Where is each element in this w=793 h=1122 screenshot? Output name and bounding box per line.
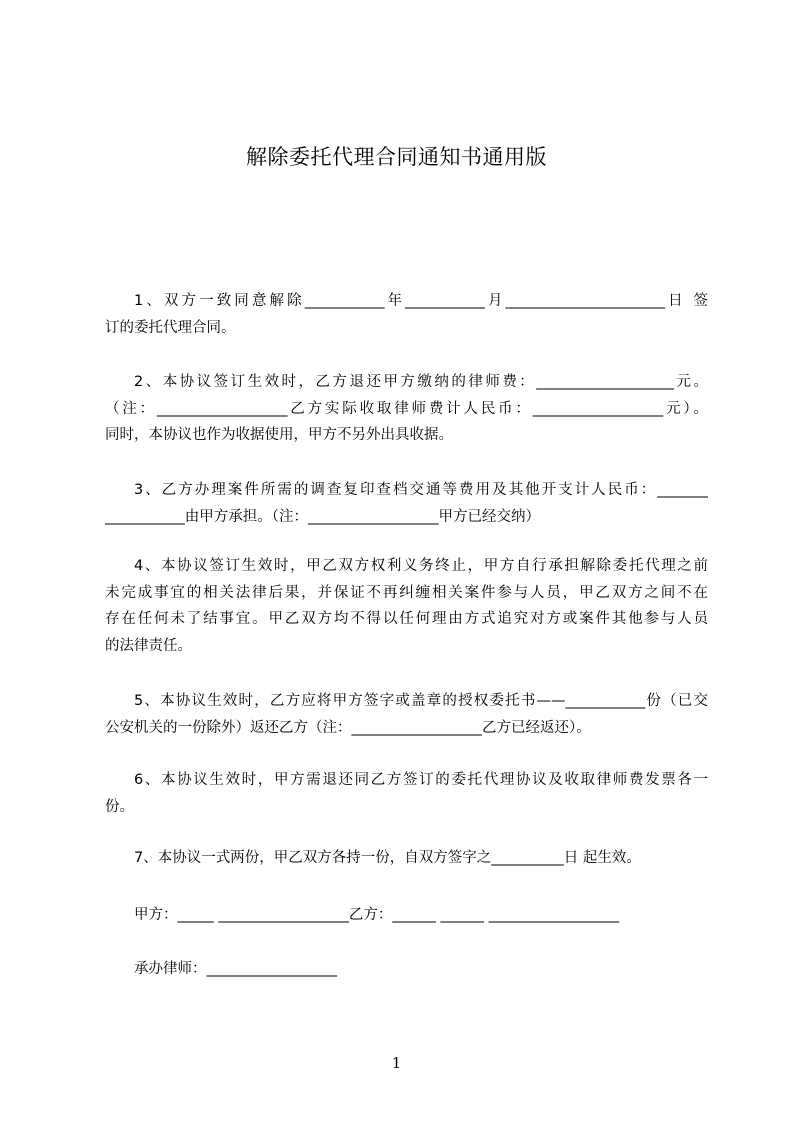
clause-4-line-1: 4、本协议签订生效时，甲乙双方权利义务终止，甲方自行承担解除委托代理之前 <box>134 558 708 574</box>
document-title: 解除委托代理合同通知书通用版 <box>246 145 547 169</box>
clause-4-line-4: 的法律责任。 <box>105 637 192 654</box>
clause-4-line-3: 存在任何未了结事宜。甲乙双方均不得以任何理由方式追究对方或案件其他参与人员 <box>105 611 708 627</box>
clause-2-line-3: 同时，本协议也作为收据使用，甲方不另外出具收据。 <box>105 427 453 443</box>
clause-3 <box>105 477 708 530</box>
clause-6 <box>105 767 708 820</box>
clause-5 <box>105 688 708 741</box>
clause-2-line-1: 2、本协议签订生效时，乙方退还甲方缴纳的律师费：___________________元。 <box>134 374 708 390</box>
clause-6-line-2: 份。 <box>105 798 134 815</box>
clause-4 <box>105 553 708 659</box>
clause-3-line-2: ___________由甲方承担。（注：__________________甲方已经交纳） <box>105 508 540 525</box>
clause-1-line-1: 1、双方一致同意解除___________年___________月______________________日 签 <box>134 293 708 309</box>
clause-7 <box>105 845 708 872</box>
clause-2-line-2: （注：__________________乙方实际收取律师费计人民币：__________________元）。 <box>105 400 708 417</box>
clause-5-line-2: 公安机关的一份除外）返还乙方（注：__________________乙方已经返还）。 <box>105 719 591 736</box>
signature-parties <box>105 902 708 929</box>
lawyer-signature <box>105 956 708 983</box>
clause-1-line-2: 订的委托代理合同。 <box>105 319 236 336</box>
clause-3-line-1: 3、乙方办理案件所需的调查复印查档交通等费用及其他开支计人民币：_______ <box>134 482 708 498</box>
clause-2 <box>105 369 708 449</box>
clause-4-line-2: 未完成事宜的相关法律后果，并保证不再纠缠相关案件参与人员，甲乙双方之间不在 <box>105 584 708 601</box>
clause-5-line-1: 5、本协议生效时，乙方应将甲方签字或盖章的授权委托书——___________份（已交 <box>134 693 708 709</box>
clause-1 <box>105 288 708 341</box>
clause-7-line-1: 7、本协议一式两份，甲乙双方各持一份，自双方签字之__________日 起生效。 <box>134 850 641 866</box>
lawyer-signature-line: 承办律师：__________________ <box>134 961 337 977</box>
signature-parties-line: 甲方：_____ __________________乙方：______ ______ __________________ <box>134 907 620 923</box>
clause-6-line-1: 6、本协议生效时，甲方需退还同乙方签订的委托代理协议及收取律师费发票各一 <box>134 772 708 788</box>
page-number: 1 <box>391 1054 402 1072</box>
